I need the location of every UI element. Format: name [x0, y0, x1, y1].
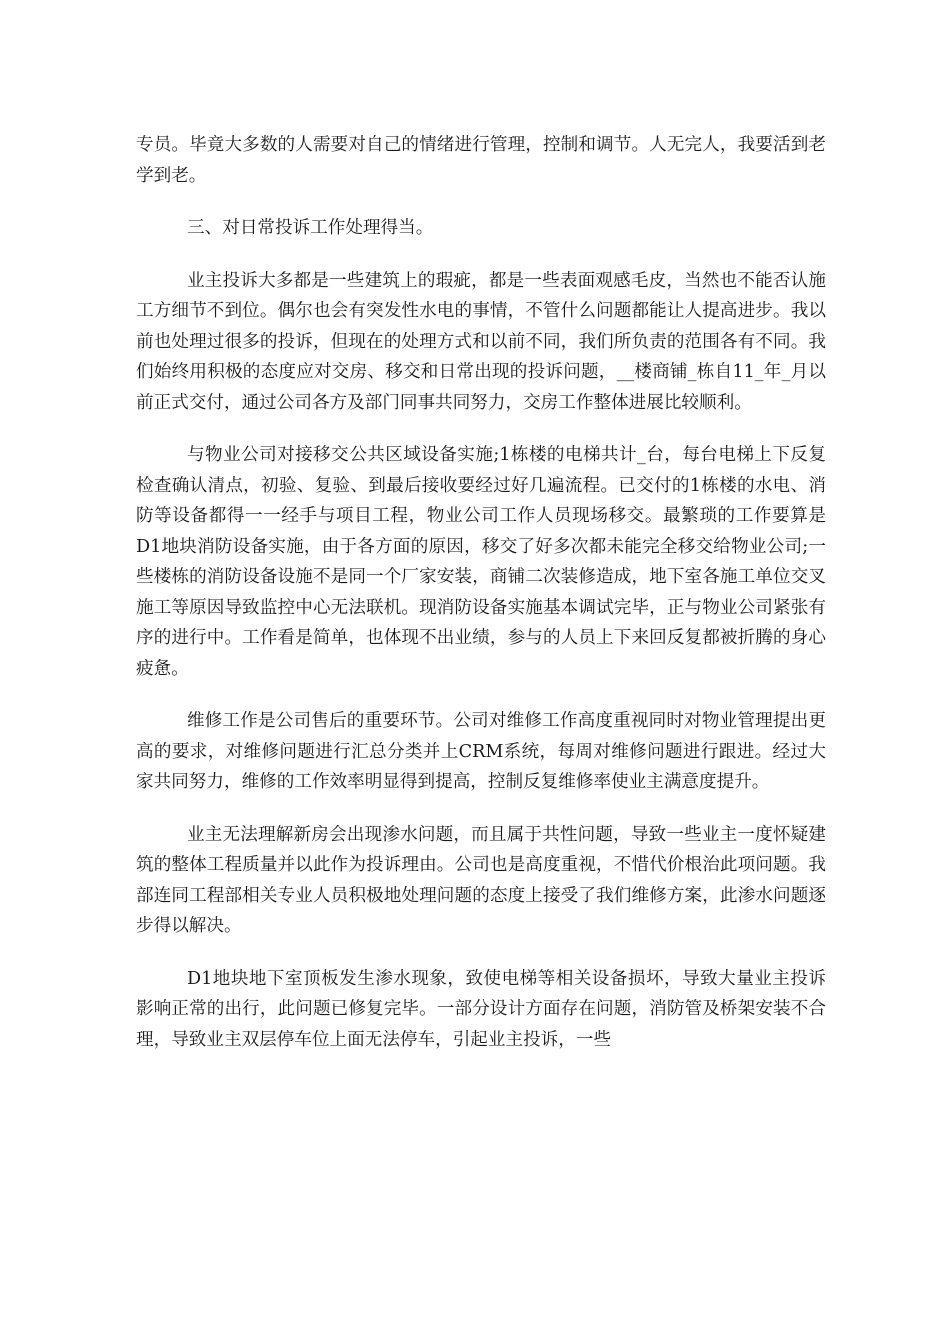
paragraph-complaints: 业主投诉大多都是一些建筑上的瑕疵，都是一些表面观感毛皮，当然也不能否认施工方细节不到位。偶尔也会有突发性水电的事情，不管什么问题都能让人提高进步。我以前也处理过很多的投诉，但现在的处理方式和以前不同，我们所负责的范围各有不同。我们始终用积极的态度应对交房、移交和日常出现的投诉问题，__楼商铺_栋自11_年_月以前正式交付，通过公司各方及部门同事共同努力，交房工作整体进展比较顺利。 [136, 270, 826, 413]
paragraph-continued: 专员。毕竟大多数的人需要对自己的情绪进行管理，控制和调节。人无完人，我要活到老学到老。 [136, 135, 826, 186]
paragraph-maintenance: 维修工作是公司售后的重要环节。公司对维修工作高度重视同时对物业管理提出更高的要求，对维修问题进行汇总分类并上CRM系统，每周对维修问题进行跟进。经过大家共同努力，维修的工作效率明显得到提高，控制反复维修率使业主满意度提升。 [136, 711, 826, 792]
paragraph-d1-basement: D1地块地下室顶板发生渗水现象，致使电梯等相关设备损坏，导致大量业主投诉影响正常的出行，此问题已修复完毕。一部分设计方面存在问题，消防管及桥架安装不合理，导致业主双层停车位上面无法停车，引起业主投诉，一些 [136, 968, 826, 1050]
document-page [136, 130, 826, 1077]
section-heading: 三、对日常投诉工作处理得当。 [187, 218, 434, 238]
paragraph-leakage: 业主无法理解新房会出现渗水问题，而且属于共性问题，导致一些业主一度怀疑建筑的整体工程质量并以此作为投诉理由。公司也是高度重视，不惜代价根治此项问题。我部连同工程部相关专业人员积极地处理问题的态度上接受了我们维修方案，此渗水问题逐步得以解决。 [136, 824, 826, 936]
paragraph-handover: 与物业公司对接移交公共区域设备实施;1栋楼的电梯共计_台，每台电梯上下反复检查确认清点，初验、复验、到最后接收要经过好几遍流程。已交付的1栋楼的水电、消防等设备都得一一经手与项目工程，物业公司工作人员现场移交。最繁琐的工作要算是D1地块消防设备实施，由于各方面的原因，移交了好多次都未能完全移交给物业公司;一些楼栋的消防设备设施不是同一个厂家安装，商铺二次装修造成，地下室各施工单位交叉施工等原因导致监控中心无法联机。现消防设备实施基本调试完毕，正与物业公司紧张有序的进行中。工作看是简单，也体现不出业绩，参与的人员上下来回反复都被折腾的身心疲惫。 [136, 445, 826, 679]
